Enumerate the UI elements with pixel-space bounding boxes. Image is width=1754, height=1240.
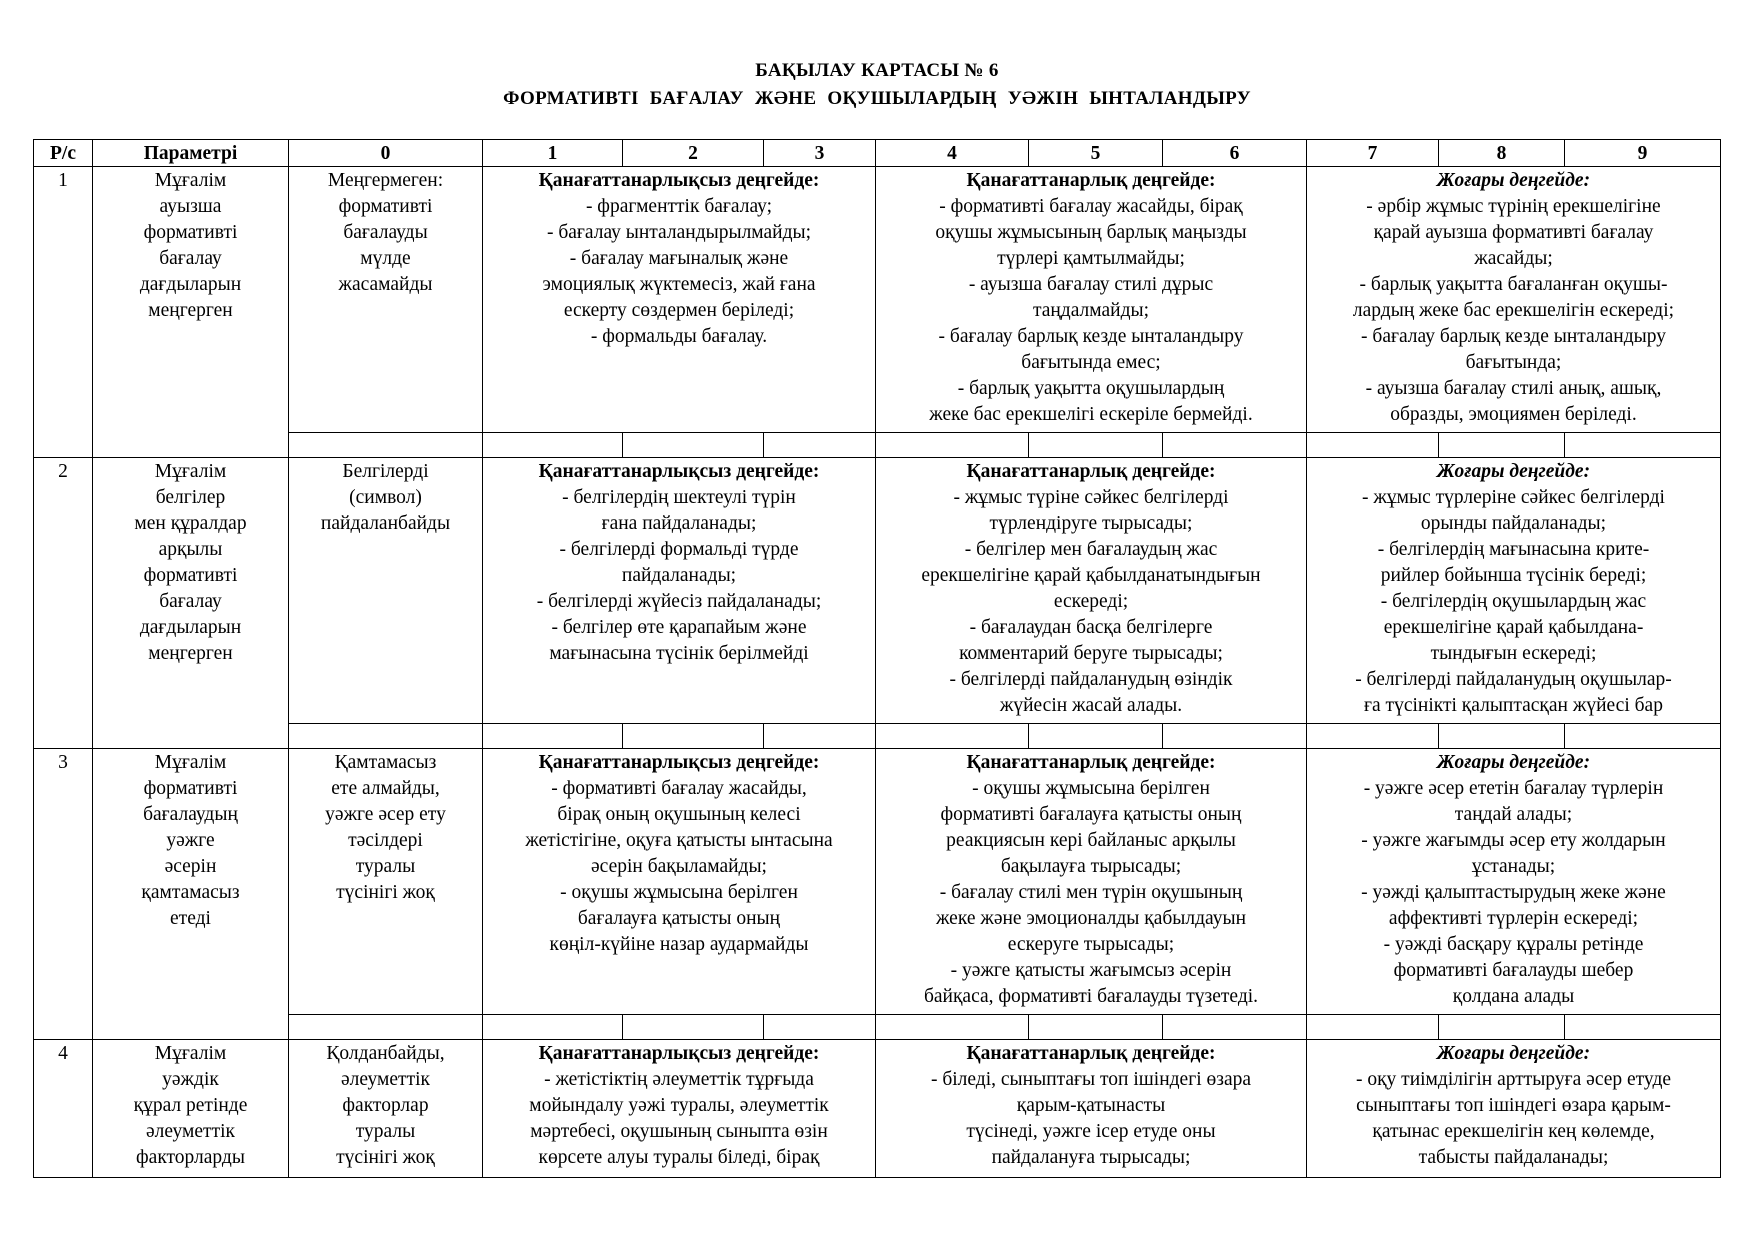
row-score-0	[289, 458, 483, 724]
header-num: Р/с	[34, 140, 93, 167]
text-line: мен құралдар	[134, 513, 247, 534]
text-line: - белгілердің оқушылардың жас	[1380, 591, 1647, 612]
text-line: көңіл-күйіне назар аудармайды	[549, 934, 809, 955]
text-line: ерекшелігіне қарай қабылдана-	[1383, 617, 1644, 638]
text-line: Мұғалім	[154, 1043, 227, 1064]
row-level-low: Қанағаттанарлықсыз деңгейде: - жетістіктің әлеуметтік тұрғыда мойындалу уәжі туралы, әлеуметтік мәртебесі, оқушының сыныпта өзін көрсете алуы туралы біледі, бірақ	[483, 1040, 876, 1178]
text-line: әсерін бақыламайды;	[591, 856, 767, 877]
text-line: тындығын ескереді;	[1430, 643, 1597, 664]
text-line: - белгілерді пайдаланудың оқушылар-	[1355, 669, 1672, 690]
header-score-2: 2	[623, 140, 764, 167]
text-line: бірақ оның оқушының келесі	[557, 804, 801, 825]
text-line: мойындалу уәжі туралы, әлеуметтік	[529, 1095, 829, 1116]
text-line: - белгілердің шектеулі түрін	[562, 487, 796, 508]
row-score-0	[289, 749, 483, 1015]
assessment-table	[33, 139, 1721, 1178]
row-level-high: Жоғары деңгейде: - жұмыс түрлеріне сәйкес белгілерді орынды пайдаланады; - белгілердің мағынасына крите- рийлер бойынша түсінік береді; - белгілердің оқушылардың жас ерекшелігіне қарай қабылдана- тындығын ескереді; - белгілерді пайдаланудың оқушылар- ға түсінікті қалыптасқан жүйесі бар	[1307, 458, 1721, 724]
text-line: - әрбір жұмыс түрінің ерекшелігіне	[1366, 196, 1661, 217]
text-line: ауызша	[159, 196, 222, 217]
text-line: Белгілерді	[342, 461, 429, 482]
text-line: ғана пайдаланады;	[601, 513, 757, 534]
text-line: (символ)	[349, 487, 422, 508]
text-line: бағалауға қатысты оның	[577, 908, 781, 929]
text-line: формативті бағалауды шебер	[1393, 960, 1634, 981]
text-line: қатынас ерекшелігін кең көлемде,	[1372, 1121, 1655, 1142]
row-level-low: Қанағаттанарлықсыз деңгейде: - белгілердің шектеулі түрін ғана пайдаланады; - белгілерді формальді түрде пайдаланады; - белгілерді жүйесіз пайдаланады; - белгілер өте қарапайым және мағынасына түсінік берілмейді	[483, 458, 876, 724]
text-line: Меңгермеген:	[327, 170, 444, 191]
text-line: уәжге әсер ету	[325, 804, 446, 825]
header-score-6: 6	[1163, 140, 1307, 167]
header-score-8: 8	[1439, 140, 1565, 167]
text-line: - уәжге жағымды әсер ету жолдарын	[1361, 830, 1666, 851]
row-parameter	[93, 458, 289, 749]
row-level-low: Қанағаттанарлықсыз деңгейде: - фрагменттік бағалау; - бағалау ынталандырылмайды; - бағалау мағыналық және эмоциялық жүктемесіз, жай ғана ескерту сөздермен беріледі; - формальды бағалау.	[483, 167, 876, 433]
row-score-0	[289, 1040, 483, 1178]
text-line: ға түсінікті қалыптасқан жүйесі бар	[1364, 695, 1663, 716]
row-level-mid: Қанағаттанарлық деңгейде: - біледі, сыныптағы топ ішіндегі өзара қарым-қатынасты түсінеді, уәжге ісер етуде оны пайдалануға тырысады;	[876, 1040, 1307, 1178]
text-line: қарым-қатынасты	[1016, 1095, 1166, 1116]
text-line: - оқушы жұмысына берілген	[560, 882, 798, 903]
text-line: көрсете алуы туралы біледі, бірақ	[538, 1147, 820, 1168]
text-line: - бағалау барлық кезде ынталандыру	[938, 326, 1244, 347]
row-level-high: Жоғары деңгейде: - оқу тиімділігін арттыруға әсер етуде сыныптағы топ ішіндегі өзара қарым- қатынас ерекшелігін кең көлемде, табысты пайдаланады;	[1307, 1040, 1721, 1178]
text-line: жеке бас ерекшелігі ескеріле бермейді.	[929, 404, 1253, 425]
header-score-5: 5	[1029, 140, 1163, 167]
text-line: ете алмайды,	[331, 778, 440, 799]
text-line: бағалау	[159, 248, 222, 269]
row-parameter	[93, 1040, 289, 1178]
text-line: мәртебесі, оқушының сыныпта өзін	[530, 1121, 828, 1142]
text-line: - ауызша бағалау стилі анық, ашық,	[1365, 378, 1662, 399]
text-line: сыныптағы топ ішіндегі өзара қарым-	[1356, 1095, 1671, 1116]
text-line: - уәжге әсер ететін бағалау түрлерін	[1363, 778, 1664, 799]
text-line: түрлендіруге тырысады;	[989, 513, 1193, 534]
text-line: жүйесін жасай алады.	[999, 695, 1183, 716]
row-parameter	[93, 167, 289, 458]
text-line: жасамайды	[338, 274, 433, 295]
text-line: формативті	[143, 778, 238, 799]
text-line: қарай ауызша формативті бағалау	[1373, 222, 1654, 243]
text-line: комментарий беруге тырысады;	[959, 643, 1223, 664]
text-line: - бағалау ынталандырылмайды;	[546, 222, 812, 243]
text-line: - белгілерді жүйесіз пайдаланады;	[536, 591, 822, 612]
text-line: құрал ретінде	[133, 1095, 248, 1116]
text-line: түсінігі жоқ	[336, 882, 435, 903]
text-line: - ауызша бағалау стилі дұрыс	[968, 274, 1214, 295]
text-line: арқылы	[158, 539, 223, 560]
text-line: формативті	[338, 196, 433, 217]
text-line: туралы	[355, 856, 416, 877]
text-line: жетістігіне, оқуға қатысты ынтасына	[525, 830, 833, 851]
table-row	[34, 1040, 1721, 1178]
text-line: - формативті бағалау жасайды,	[551, 778, 807, 799]
text-line: мағынасына түсінік берілмейді	[549, 643, 809, 664]
text-line: - формативті бағалау жасайды, бірақ	[939, 196, 1243, 217]
text-line: реакциясын кері байланыс арқылы	[946, 830, 1236, 851]
text-line: байқаса, формативті бағалауды түзетеді.	[923, 986, 1259, 1007]
text-line: бағалауды	[343, 222, 428, 243]
text-line: пайдаланбайды	[320, 513, 451, 534]
header-score-7: 7	[1307, 140, 1439, 167]
document-title: БАҚЫЛАУ КАРТАСЫ № 6	[755, 60, 999, 81]
text-line: етеді	[170, 908, 211, 929]
text-line: - белгілер мен бағалаудың жас	[964, 539, 1218, 560]
text-line: бақылауға тырысады;	[1000, 856, 1182, 877]
text-line: бағытында;	[1465, 352, 1562, 373]
text-line: бағалаудың	[143, 804, 238, 825]
text-line: формативті бағалауға қатысты оның	[940, 804, 1242, 825]
text-line: тәсілдері	[348, 830, 423, 851]
text-line: әлеуметтік	[341, 1069, 430, 1090]
text-line: - бағалау барлық кезде ынталандыру	[1361, 326, 1666, 347]
header-score-3: 3	[764, 140, 876, 167]
text-line: - формальды бағалау.	[590, 326, 768, 347]
text-line: - белгілер өте қарапайым және	[551, 617, 807, 638]
row-number: 4	[34, 1040, 93, 1178]
text-line: таңдалмайды;	[1032, 300, 1150, 321]
text-line: пайдалануға тырысады;	[991, 1147, 1191, 1168]
text-line: - уәжді басқару құралы ретінде	[1383, 934, 1644, 955]
text-line: - уәжді қалыптастырудың жеке және	[1361, 882, 1666, 903]
text-line: табысты пайдаланады;	[1418, 1147, 1609, 1168]
text-line: дағдыларын	[139, 274, 242, 295]
text-line: - белгілерді формальді түрде	[559, 539, 799, 560]
text-line: эмоциялық жүктемесіз, жай ғана	[542, 274, 816, 295]
header-score-4: 4	[876, 140, 1029, 167]
text-line: түрлері қамтылмайды;	[997, 248, 1185, 269]
text-line: қолдана алады	[1452, 986, 1575, 1007]
row-score-0	[289, 167, 483, 433]
text-line: - оқу тиімділігін арттыруға әсер етуде	[1355, 1069, 1672, 1090]
row-parameter	[93, 749, 289, 1040]
text-line: түсінеді, уәжге ісер етуде оны	[966, 1121, 1216, 1142]
text-line: - жетістіктің әлеуметтік тұрғыда	[544, 1069, 814, 1090]
row-level-high: Жоғары деңгейде: - әрбір жұмыс түрінің ерекшелігіне қарай ауызша формативті бағалау жасайды; - барлық уақытта бағаланған оқушы- лардың жеке бас ерекшелігін ескереді; - бағалау барлық кезде ынталандыру бағытында; - ауызша бағалау стилі анық, ашық, образды, эмоциямен беріледі.	[1307, 167, 1721, 433]
header-score-0: 0	[289, 140, 483, 167]
text-line: образды, эмоциямен беріледі.	[1390, 404, 1637, 425]
text-line: пайдаланады;	[621, 565, 737, 586]
text-line: әсерін	[164, 856, 217, 877]
text-line: - оқушы жұмысына берілген	[972, 778, 1210, 799]
text-line: әлеуметтік	[146, 1121, 235, 1142]
row-number: 1	[34, 167, 93, 458]
text-line: факторлар	[342, 1095, 429, 1116]
text-line: - белгілердің мағынасына крите-	[1377, 539, 1650, 560]
row-level-mid: Қанағаттанарлық деңгейде: - оқушы жұмысына берілген формативті бағалауға қатысты оның реакциясын кері байланыс арқылы бақылауға тырысады; - бағалау стилі мен түрін оқушының жеке және эмоционалды қабылдауын ескеруге тырысады; - уәжге қатысты жағымсыз әсерін байқаса, формативті бағалауды түзетеді.	[876, 749, 1307, 1015]
text-line: қамтамасыз	[141, 882, 240, 903]
text-line: Қолданбайды,	[326, 1043, 445, 1064]
text-line: ескерту сөздермен беріледі;	[563, 300, 795, 321]
text-line: факторларды	[136, 1147, 245, 1168]
text-line: уәжге	[166, 830, 215, 851]
text-line: Мұғалім	[154, 752, 227, 773]
text-line: - біледі, сыныптағы топ ішіндегі өзара	[930, 1069, 1252, 1090]
header-param: Параметрі	[93, 140, 289, 167]
header-row	[34, 140, 1721, 167]
text-line: туралы	[355, 1121, 416, 1142]
text-line: рийлер бойынша түсінік береді;	[1380, 565, 1647, 586]
text-line: формативті	[143, 222, 238, 243]
text-line: түсінігі жоқ	[336, 1147, 435, 1168]
text-line: - бағалау стилі мен түрін оқушының	[939, 882, 1243, 903]
text-line: оқушы жұмысының барлық маңызды	[935, 222, 1247, 243]
text-line: - жұмыс түрлеріне сәйкес белгілерді	[1362, 487, 1665, 508]
text-line: жасайды;	[1474, 248, 1553, 269]
text-line: - уәжге қатысты жағымсыз әсерін	[950, 960, 1232, 981]
text-line: мүлде	[360, 248, 411, 269]
text-line: формативті	[143, 565, 238, 586]
table-row	[34, 458, 1721, 724]
text-line: ескеруге тырысады;	[1007, 934, 1175, 955]
text-line: меңгерген	[148, 643, 233, 664]
text-line: - жұмыс түріне сәйкес белгілерді	[953, 487, 1229, 508]
row-level-low: Қанағаттанарлықсыз деңгейде: - формативті бағалау жасайды, бірақ оның оқушының келесі жетістігіне, оқуға қатысты ынтасына әсерін бақыламайды; - оқушы жұмысына берілген бағалауға қатысты оның көңіл-күйіне назар аудармайды	[483, 749, 876, 1015]
text-line: бағытында емес;	[1021, 352, 1161, 373]
text-line: - бағалау мағыналық және	[569, 248, 789, 269]
row-level-mid: Қанағаттанарлық деңгейде: - жұмыс түріне сәйкес белгілерді түрлендіруге тырысады; - белгілер мен бағалаудың жас ерекшелігіне қарай қабылданатындығын ескереді; - бағалаудан басқа белгілерге комментарий беруге тырысады; - белгілерді пайдаланудың өзіндік жүйесін жасай алады.	[876, 458, 1307, 724]
row-number: 2	[34, 458, 93, 749]
row-level-high: Жоғары деңгейде: - уәжге әсер ететін бағалау түрлерін таңдай алады; - уәжге жағымды әсер ету жолдарын ұстанады; - уәжді қалыптастырудың жеке және аффективті түрлерін ескереді; - уәжді басқару құралы ретінде формативті бағалауды шебер қолдана алады	[1307, 749, 1721, 1015]
table-row	[34, 749, 1721, 1015]
table-row	[34, 167, 1721, 433]
text-line: бағалау	[159, 591, 222, 612]
text-line: - барлық уақытта бағаланған оқушы-	[1359, 274, 1668, 295]
text-line: Мұғалім	[154, 461, 227, 482]
header-score-9: 9	[1565, 140, 1721, 167]
text-line: лардың жеке бас ерекшелігін ескереді;	[1352, 300, 1675, 321]
row-level-mid: Қанағаттанарлық деңгейде: - формативті бағалау жасайды, бірақ оқушы жұмысының барлық маңызды түрлері қамтылмайды; - ауызша бағалау стилі дұрыс таңдалмайды; - бағалау барлық кезде ынталандыру бағытында емес; - барлық уақытта оқушылардың жеке бас ерекшелігі ескеріле бермейді.	[876, 167, 1307, 433]
text-line: таңдай алады;	[1454, 804, 1573, 825]
header-score-1: 1	[483, 140, 623, 167]
text-line: - барлық уақытта оқушылардың	[957, 378, 1225, 399]
text-line: Қамтамасыз	[334, 752, 437, 773]
text-line: ұстанады;	[1471, 856, 1556, 877]
text-line: - белгілерді пайдаланудың өзіндік	[949, 669, 1233, 690]
text-line: орынды пайдаланады;	[1420, 513, 1607, 534]
text-line: жеке және эмоционалды қабылдауын	[935, 908, 1247, 929]
document-subtitle: ФОРМАТИВТІ БАҒАЛАУ ЖӘНЕ ОҚУШЫЛАРДЫҢ УӘЖІН ЫНТАЛАНДЫРУ	[503, 88, 1251, 109]
text-line: уәждік	[162, 1069, 219, 1090]
text-line: меңгерген	[148, 300, 233, 321]
text-line: ескереді;	[1053, 591, 1129, 612]
text-line: белгілер	[155, 487, 226, 508]
text-line: ерекшелігіне қарай қабылданатындығын	[921, 565, 1261, 586]
text-line: дағдыларын	[139, 617, 242, 638]
text-line: - бағалаудан басқа белгілерге	[969, 617, 1213, 638]
text-line: аффективті түрлерін ескереді;	[1388, 908, 1639, 929]
row-number: 3	[34, 749, 93, 1040]
text-line: - фрагменттік бағалау;	[585, 196, 773, 217]
text-line: Мұғалім	[154, 170, 227, 191]
